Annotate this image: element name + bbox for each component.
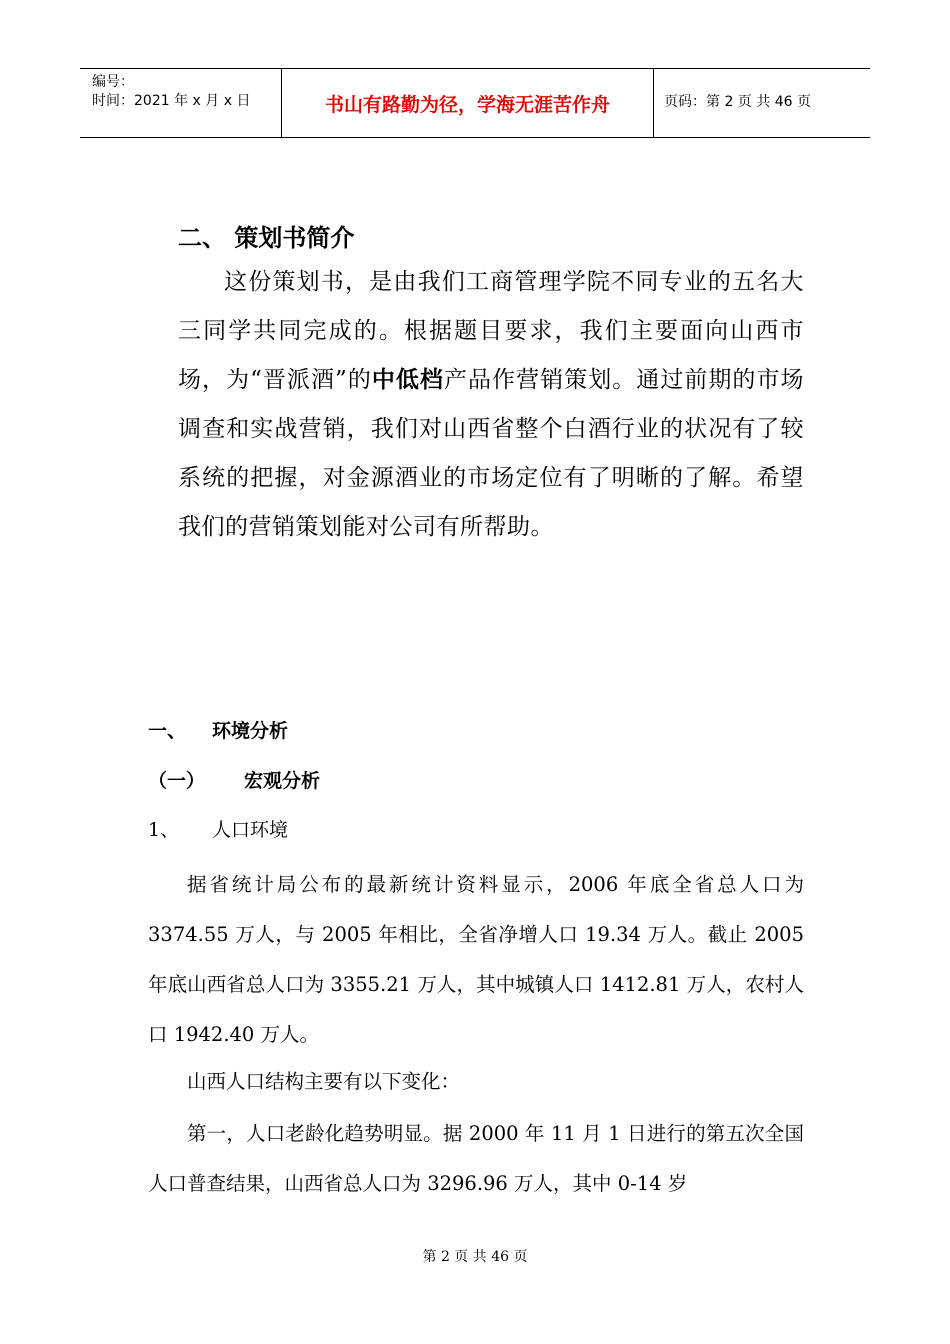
population-number: 1、 <box>148 819 180 841</box>
page-footer: 第 2 页 共 46 页 <box>422 1249 528 1265</box>
population-title: 人口环境 <box>212 819 289 841</box>
intro-text-2: 产品作营销策划。通过前期的市场调查和实战营销，我们对山西省整个白酒行业的状况有了较系统的把握，对金源酒业的市场定位有了明晰的了解。希望我们的营销策划能对公司有所帮助。 <box>178 367 805 540</box>
environment-heading <box>148 716 288 743</box>
intro-bold-text: 中低档 <box>371 367 444 393</box>
header-motto-cell <box>282 69 654 137</box>
population-paragraph-2: 山西人口结构主要有以下变化： <box>187 1070 461 1093</box>
environment-title: 环境分析 <box>212 720 289 742</box>
macro-heading <box>148 766 320 793</box>
intro-heading: 二、 策划书简介 <box>178 224 355 252</box>
serial-label: 编号： <box>92 74 134 90</box>
environment-number: 一、 <box>148 720 187 742</box>
page-header <box>80 68 870 138</box>
population-paragraph-1: 据省统计局公布的最新统计资料显示，2006 年底全省总人口为 3374.55 万人，与 2005 年相比，全省净增人口 19.34 万人。截止 2005 年底山西省总人口为 3355.21 万人，其中城镇人口 1412.81 万人，农村人口 1942.40 万人。 <box>148 873 804 1046</box>
header-motto: 书山有路勤为径，学海无涯苦作舟 <box>324 93 610 116</box>
macro-number: （一） <box>148 770 206 792</box>
intro-text-1: 这份策划书，是由我们工商管理学院不同专业的五名大三同学共同完成的。根据题目要求，我们主要面向山西市场，为“晋派酒”的 <box>178 269 804 393</box>
population-heading <box>148 815 288 842</box>
time-label: 时间：2021 年 x 月 x 日 <box>92 93 251 109</box>
header-page-info: 页码：第 2 页 共 46 页 <box>664 94 811 110</box>
header-meta <box>80 69 282 137</box>
population-paragraph-3: 第一，人口老龄化趋势明显。据 2000 年 11 月 1 日进行的第五次全国人口普查结果，山西省总人口为 3296.96 万人，其中 0-14 岁 <box>148 1122 804 1195</box>
intro-paragraph <box>178 258 804 552</box>
macro-title: 宏观分析 <box>244 770 321 792</box>
